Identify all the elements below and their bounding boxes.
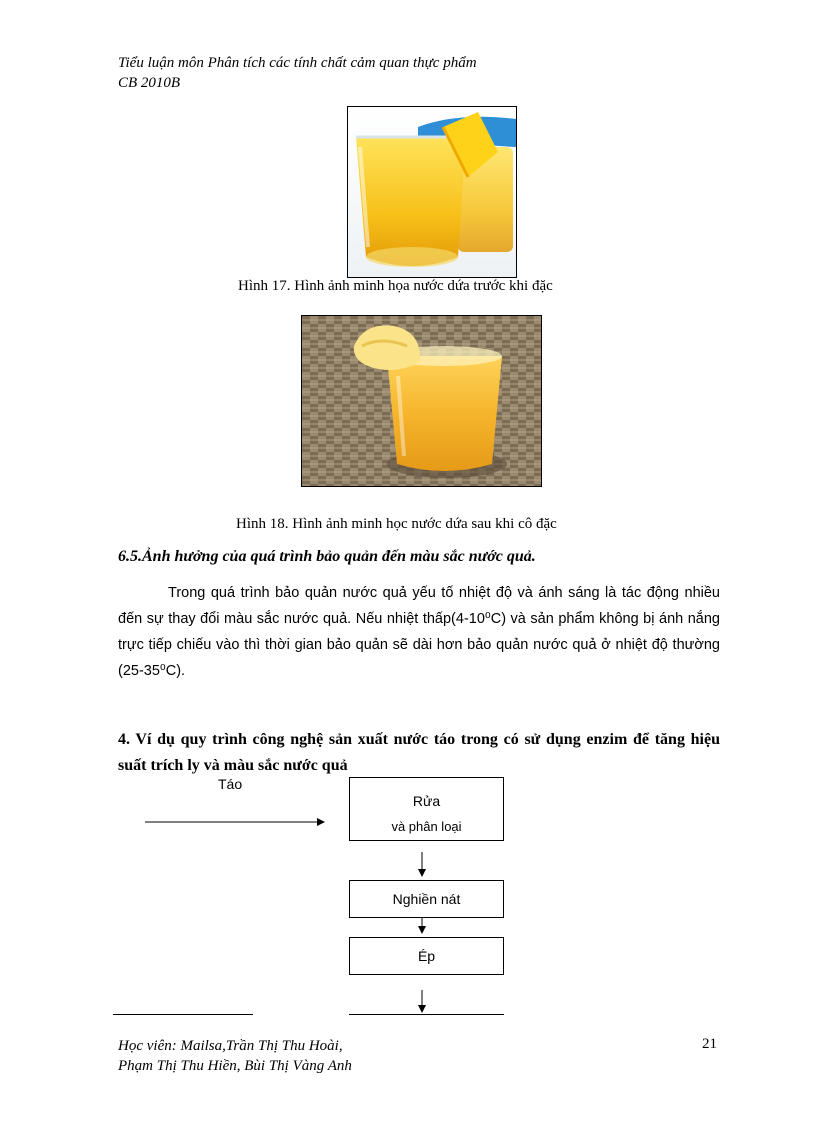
section-4-heading: 4. Ví dụ quy trình công nghệ sản xuất nước táo trong có sử dụng enzim để tăng hiệu suất trích ly và màu sắc nước quả [118,731,720,774]
footer-authors-line1: Học viên: Mailsa,Trần Thị Thu Hoài, [118,1038,343,1054]
flow-input-label: Táo [218,776,243,792]
flow-step-press-label: Ép [417,948,436,964]
flow-step-crush-label: Nghiền nát [392,891,461,907]
section-6-5-paragraph: Trong quá trình bảo quản nước quả yếu tố nhiệt độ và ánh sáng là tác động nhiều đến sự thay đổi màu sắc nước quả. Nếu nhiệt thấp(4-10⁰C) và sản phẩm không bị ánh nắng trực tiếp chiếu vào thì thời gian bảo quản sẽ dài hơn bảo quản nước quả ở nhiệt độ thường (25-35⁰C). [118,585,720,679]
footer-rule-right [349,1014,504,1015]
section-6-5-heading: 6.5.Ảnh hưởng của quá trình bảo quản đến màu sắc nước quả. [118,548,536,565]
flow-step-wash-line1: Rửa [412,793,441,809]
footer-authors-line2: Phạm Thị Thu Hiền, Bùi Thị Vàng Anh [118,1058,352,1074]
flow-step-wash-line2: và phân loại [391,819,462,834]
flow-step-press [349,937,504,975]
figure-17-caption: Hình 17. Hình ảnh minh họa nước dứa trước khi đặc [238,278,553,294]
page-number: 21 [702,1036,717,1052]
flow-step-wash [349,777,504,841]
header-class: CB 2010B [118,75,181,91]
figure-18-caption: Hình 18. Hình ảnh minh học nước dứa sau khi cô đặc [236,516,557,532]
page-footer [118,1036,352,1076]
header-title: Tiểu luận môn Phân tích các tính chất cảm quan thực phẩm [118,55,477,71]
footer-rule-left [113,1014,253,1015]
flow-step-crush [349,880,504,918]
